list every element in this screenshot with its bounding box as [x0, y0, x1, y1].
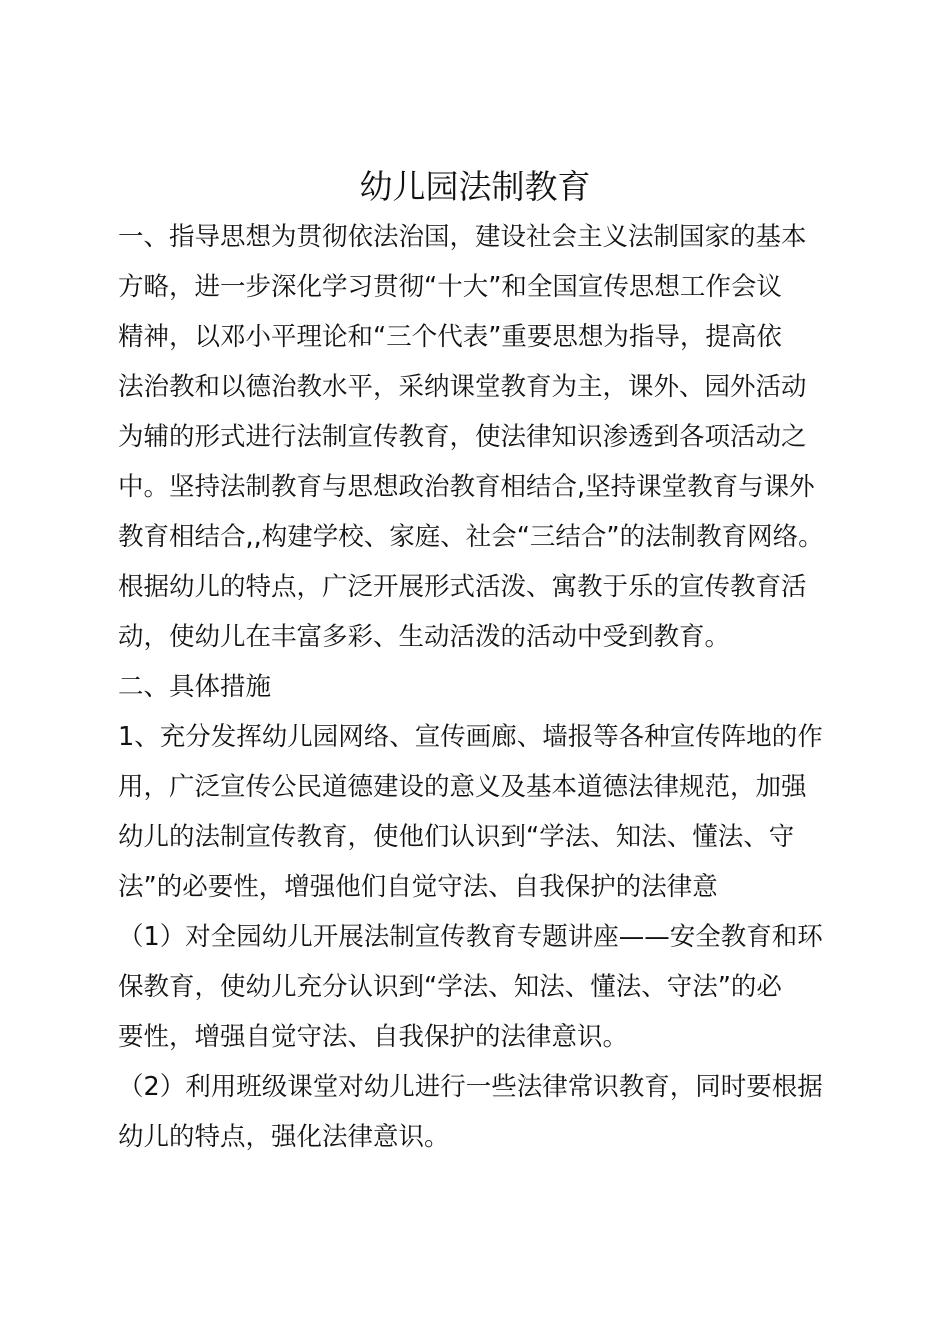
body-line: 精神，以邓小平理论和“三个代表”重要思想为指导，提高依 [118, 322, 782, 352]
body-line: 为辅的形式进行法制宣传教育，使法律知识渗透到各项活动之 [118, 422, 807, 452]
body-line: 方略，进一步深化学习贯彻“十大”和全国宣传思想工作会议 [118, 272, 782, 302]
body-line: 根据幼儿的特点，广泛开展形式活泼、寓教于乐的宣传教育活 [118, 572, 807, 602]
body-line: （2）利用班级课堂对幼儿进行一些法律常识教育，同时要根据 [118, 1072, 823, 1102]
body-line: 教育相结合,,构建学校、家庭、社会“三结合”的法制教育网络。 [118, 522, 824, 552]
body-line: 保教育，使幼儿充分认识到“学法、知法、懂法、守法”的必 [118, 972, 782, 1002]
body-line: 一、指导思想为贯彻依法治国，建设社会主义法制国家的基本 [118, 222, 807, 252]
body-line: 要性，增强自觉守法、自我保护的法律意识。 [118, 1022, 629, 1052]
section-heading: 二、具体措施 [118, 672, 272, 702]
body-line: 动，使幼儿在丰富多彩、生动活泼的活动中受到教育。 [118, 622, 731, 652]
body-line: 用，广泛宣传公民道德建设的意义及基本道德法律规范，加强 [118, 772, 807, 802]
body-line: 中。坚持法制教育与思想政治教育相结合,坚持课堂教育与课外 [118, 472, 815, 502]
body-line: 法”的必要性，增强他们自觉守法、自我保护的法律意 [118, 872, 718, 902]
document-title: 幼儿园法制教育 [359, 167, 591, 206]
body-line: 法治教和以德治教水平，采纳课堂教育为主，课外、园外活动 [118, 372, 807, 402]
body-line: 1、充分发挥幼儿园网络、宣传画廊、墙报等各种宣传阵地的作 [118, 722, 823, 752]
body-line: （1）对全园幼儿开展法制宣传教育专题讲座——安全教育和环 [118, 922, 823, 952]
body-line: 幼儿的法制宣传教育，使他们认识到“学法、知法、懂法、守 [118, 822, 795, 852]
body-line: 幼儿的特点，强化法律意识。 [118, 1122, 450, 1152]
